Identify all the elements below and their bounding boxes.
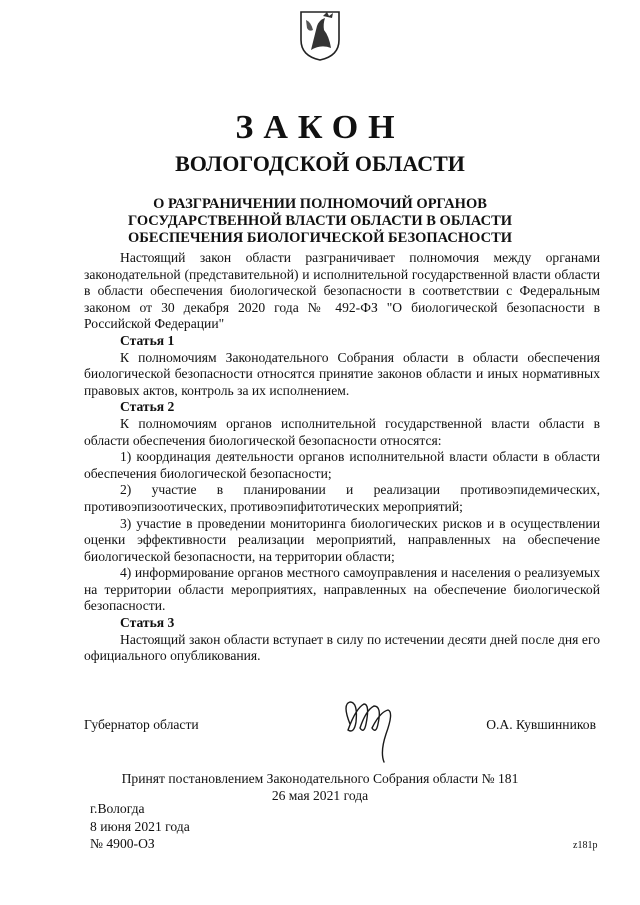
document-subject — [0, 196, 640, 247]
meta-date: 8 июня 2021 года — [90, 818, 190, 834]
article-2-item: 1) координация деятельности органов исполнительной власти области в области обеспечения биологической безопасности; — [84, 449, 600, 481]
article-3-heading: Статья 3 — [120, 615, 175, 631]
coat-of-arms-icon — [299, 10, 341, 62]
governor-name: О.А. Кувшинников — [486, 717, 596, 732]
meta-number: № 4900-ОЗ — [90, 836, 155, 851]
article-1-heading: Статья 1 — [120, 332, 175, 348]
subject-line: О РАЗГРАНИЧЕНИИ ПОЛНОМОЧИЙ ОРГАНОВ — [153, 196, 487, 212]
article-1-text: К полномочиям Законодательного Собрания области в области обеспечения биологической безопасности относятся принятие законов области и иных нормативных правовых актов, контроль за их исполнением. — [84, 349, 600, 398]
adoption-date: 26 мая 2021 года — [271, 788, 369, 803]
article-2-heading: Статья 2 — [120, 399, 175, 415]
law-body — [84, 250, 600, 665]
article-2-item: 2) участие в планировании и реализации противоэпидемических, противоэпизоотических, противоэпифитотических мероприятий; — [84, 482, 600, 514]
article-2-intro: К полномочиям органов исполнительной государственной власти области в области обеспечения биологической безопасности относятся: — [84, 415, 600, 448]
document-meta — [90, 800, 190, 853]
document-region: ВОЛОГОДСКОЙ ОБЛАСТИ — [175, 151, 465, 176]
preamble: Настоящий закон области разграничивает полномочия между органами законодательной (представительной) и исполнительной государственной власти области в области обеспечения биологической безопасности в соответствии с Федеральным законом от 30 декабря 2020 года № 492-ФЗ "О биологической безопасности в Российской Федерации" — [84, 250, 600, 332]
document-title: ЗАКОН — [235, 109, 405, 146]
subject-line: ОБЕСПЕЧЕНИЯ БИОЛОГИЧЕСКОЙ БЕЗОПАСНОСТИ — [127, 230, 513, 246]
subject-line: ГОСУДАРСТВЕННОЙ ВЛАСТИ ОБЛАСТИ В ОБЛАСТИ — [127, 213, 513, 229]
document-code: z181p — [573, 840, 598, 851]
handwritten-signature — [336, 694, 406, 768]
article-3-text: Настоящий закон области вступает в силу по истечении десяти дней после дня его официального опубликования. — [84, 631, 600, 664]
governor-label: Губернатор области — [84, 717, 199, 732]
adoption-line: Принят постановлением Законодательного Собрания области № 181 — [121, 771, 519, 786]
adoption-note — [0, 770, 640, 804]
article-2-item: 4) информирование органов местного самоуправления и населения о реализуемых на территории области мероприятиях, направленных на обеспечение биологической безопасности. — [84, 565, 600, 614]
article-2-item: 3) участие в проведении мониторинга биологических рисков и в осуществлении оценки эффективности реализации мероприятий, направленных на обеспечение биологической безопасности, на территории области; — [84, 515, 600, 564]
meta-city: г.Вологда — [90, 801, 145, 816]
